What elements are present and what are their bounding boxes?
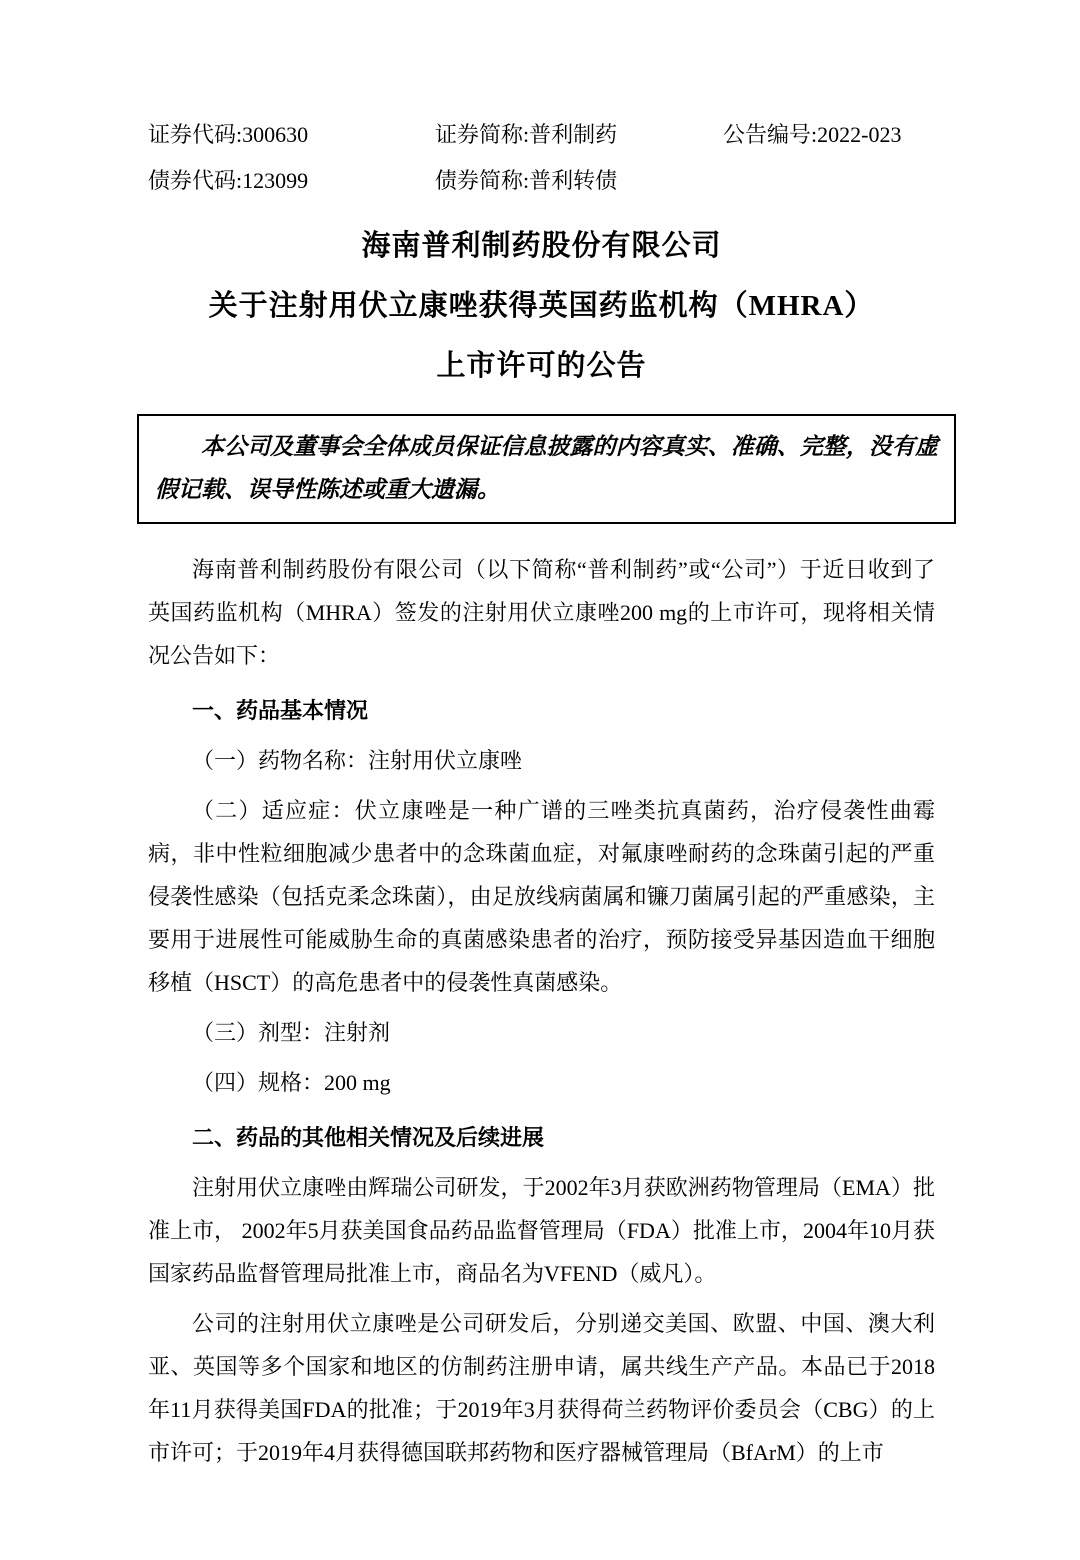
disclaimer-text: 本公司及董事会全体成员保证信息披露的内容真实、准确、完整，没有虚假记载、误导性陈述或重大遗漏。 <box>155 434 938 502</box>
intro-paragraph: 海南普利制药股份有限公司（以下简称“普利制药”或“公司”）于近日收到了英国药监机构（MHRA）签发的注射用伏立康唑200 mg的上市许可，现将相关情况公告如下： <box>148 557 935 668</box>
dosage-form-item: （三）剂型：注射剂 <box>192 1020 391 1045</box>
section-2-heading: 二、药品的其他相关情况及后续进展 <box>192 1125 545 1150</box>
announcement-title-line-2: 关于注射用伏立康唑获得英国药监机构（MHRA） <box>208 290 875 322</box>
securities-header-row-2 <box>148 166 935 196</box>
header-spacer <box>723 166 935 196</box>
bond-name: 债券简称:普利转债 <box>435 168 618 193</box>
announcement-number: 公告编号:2022-023 <box>723 122 902 147</box>
company-name-title: 海南普利制药股份有限公司 <box>361 230 722 262</box>
stock-name: 证券简称:普利制药 <box>435 122 618 147</box>
section-1-heading: 一、药品基本情况 <box>192 698 369 723</box>
registration-status-paragraph: 公司的注射用伏立康唑是公司研发后，分别递交美国、欧盟、中国、澳大利亚、英国等多个国家和地区的仿制药注册申请，属共线生产产品。本品已于2018年11月获得美国FDA的批准；于2019年3月获得荷兰药物评价委员会（CBG）的上市许可；于2019年4月获得德国联邦药物和医疗器械管理局（BfArM）的上市 <box>148 1311 935 1465</box>
stock-code: 证券代码:300630 <box>148 122 309 147</box>
indication-item: （二）适应症：伏立康唑是一种广谱的三唑类抗真菌药，治疗侵袭性曲霉病，非中性粒细胞减少患者中的念珠菌血症，对氟康唑耐药的念珠菌引起的严重侵袭性感染（包括克柔念珠菌），由足放线病菌属和镰刀菌属引起的严重感染，主要用于进展性可能威胁生命的真菌感染患者的治疗，预防接受异基因造血干细胞移植（HSCT）的高危患者中的侵袭性真菌感染。 <box>148 798 935 995</box>
announcement-title <box>148 216 935 396</box>
securities-header-row-1 <box>148 120 935 150</box>
securities-header <box>148 120 935 196</box>
bond-code: 债券代码:123099 <box>148 168 309 193</box>
specification-item: （四）规格：200 mg <box>192 1070 391 1095</box>
drug-history-paragraph: 注射用伏立康唑由辉瑞公司研发，于2002年3月获欧洲药物管理局（EMA）批准上市， 2002年5月获美国食品药品监督管理局（FDA）批准上市，2004年10月获国家药品监督管理局批准上市，商品名为VFEND（威凡）。 <box>148 1175 935 1286</box>
disclaimer-box <box>137 414 956 524</box>
announcement-body <box>148 548 935 1474</box>
announcement-title-line-3: 上市许可的公告 <box>436 350 647 382</box>
drug-name-item: （一）药物名称：注射用伏立康唑 <box>192 748 523 773</box>
